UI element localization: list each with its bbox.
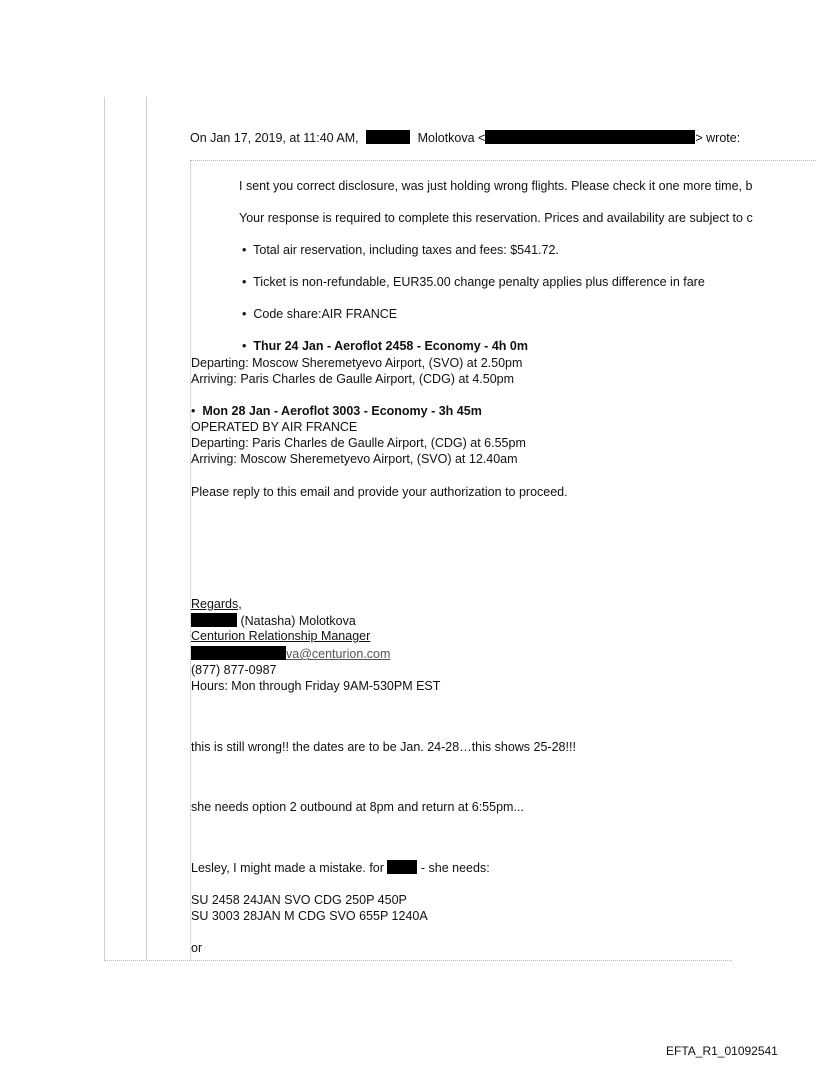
outbound-departing: Departing: Moscow Sheremetyevo Airport, (SVO) at 2.50pm (191, 356, 523, 370)
quoted-line-1: I sent you correct disclosure, was just holding wrong flights. Please check it one more time, b (239, 179, 753, 193)
signature-email-link[interactable]: va@centurion.com (286, 647, 391, 661)
outbound-arriving: Arriving: Paris Charles de Gaulle Airport, (CDG) at 4.50pm (191, 372, 515, 386)
signature-hours: Hours: Mon through Friday 9AM-530PM EST (191, 679, 441, 693)
bullet-icon: • (242, 243, 247, 257)
signature-name: (Natasha) Molotkova (240, 614, 356, 628)
reply-still-wrong: this is still wrong!! the dates are to be Jan. 24-28…this shows 25-28!!! (191, 740, 576, 754)
signature-regards: Regards, (191, 597, 242, 611)
bullet-icon: • (242, 339, 247, 353)
redaction-block (191, 646, 286, 660)
document-id: EFTA_R1_01092541 (666, 1044, 778, 1058)
return-operated-by: OPERATED BY AIR FRANCE (191, 420, 358, 434)
reply-option-2: she needs option 2 outbound at 8pm and return at 6:55pm... (191, 800, 524, 814)
left-margin-rule (104, 97, 105, 960)
email-header-line (190, 130, 740, 145)
quoted-line-2: Your response is required to complete this reservation. Prices and availability are subject to c (239, 211, 753, 225)
reply-mistake: Lesley, I might made a mistake. for - she needs: (191, 861, 490, 875)
bullet-item: • Ticket is non-refundable, EUR35.00 change penalty applies plus difference in fare (242, 275, 705, 289)
header-sender: Molotkova < (417, 131, 486, 145)
outbound-flight-title: • Thur 24 Jan - Aeroflot 2458 - Economy - 4h 0m (242, 339, 528, 353)
bullet-icon: • (191, 404, 196, 418)
itinerary-line-1: SU 2458 24JAN SVO CDG 250P 450P (191, 893, 407, 907)
signature-email-line (191, 646, 390, 661)
bullet-icon: • (242, 307, 247, 321)
header-wrote: > wrote: (695, 131, 741, 145)
bullet-icon: • (242, 275, 247, 289)
bullet-item: • Code share:AIR FRANCE (242, 307, 398, 321)
signature-name-line (191, 613, 356, 628)
return-arriving: Arriving: Moscow Sheremetyevo Airport, (SVO) at 12.40am (191, 452, 518, 466)
bullet-item: • Total air reservation, including taxes and fees: $541.72. (242, 243, 559, 257)
quote-top-divider (190, 160, 816, 161)
bottom-divider (104, 960, 732, 961)
itinerary-line-2: SU 3003 28JAN M CDG SVO 655P 1240A (191, 909, 428, 923)
redaction-block (387, 860, 417, 874)
return-departing: Departing: Paris Charles de Gaulle Airport, (CDG) at 6.55pm (191, 436, 526, 450)
signature-role: Centurion Relationship Manager (191, 629, 371, 643)
closing-or: or (191, 941, 203, 955)
header-date: On Jan 17, 2019, at 11:40 AM, (190, 131, 359, 145)
redaction-block (366, 130, 410, 144)
redaction-block (191, 613, 237, 627)
signature-phone: (877) 877-0987 (191, 663, 277, 677)
inner-margin-rule (146, 97, 147, 960)
redaction-block (485, 130, 695, 144)
return-flight-title: • Mon 28 Jan - Aeroflot 3003 - Economy - 3h 45m (191, 404, 482, 418)
reply-request: Please reply to this email and provide your authorization to proceed. (191, 485, 568, 499)
quote-left-border (190, 160, 191, 960)
